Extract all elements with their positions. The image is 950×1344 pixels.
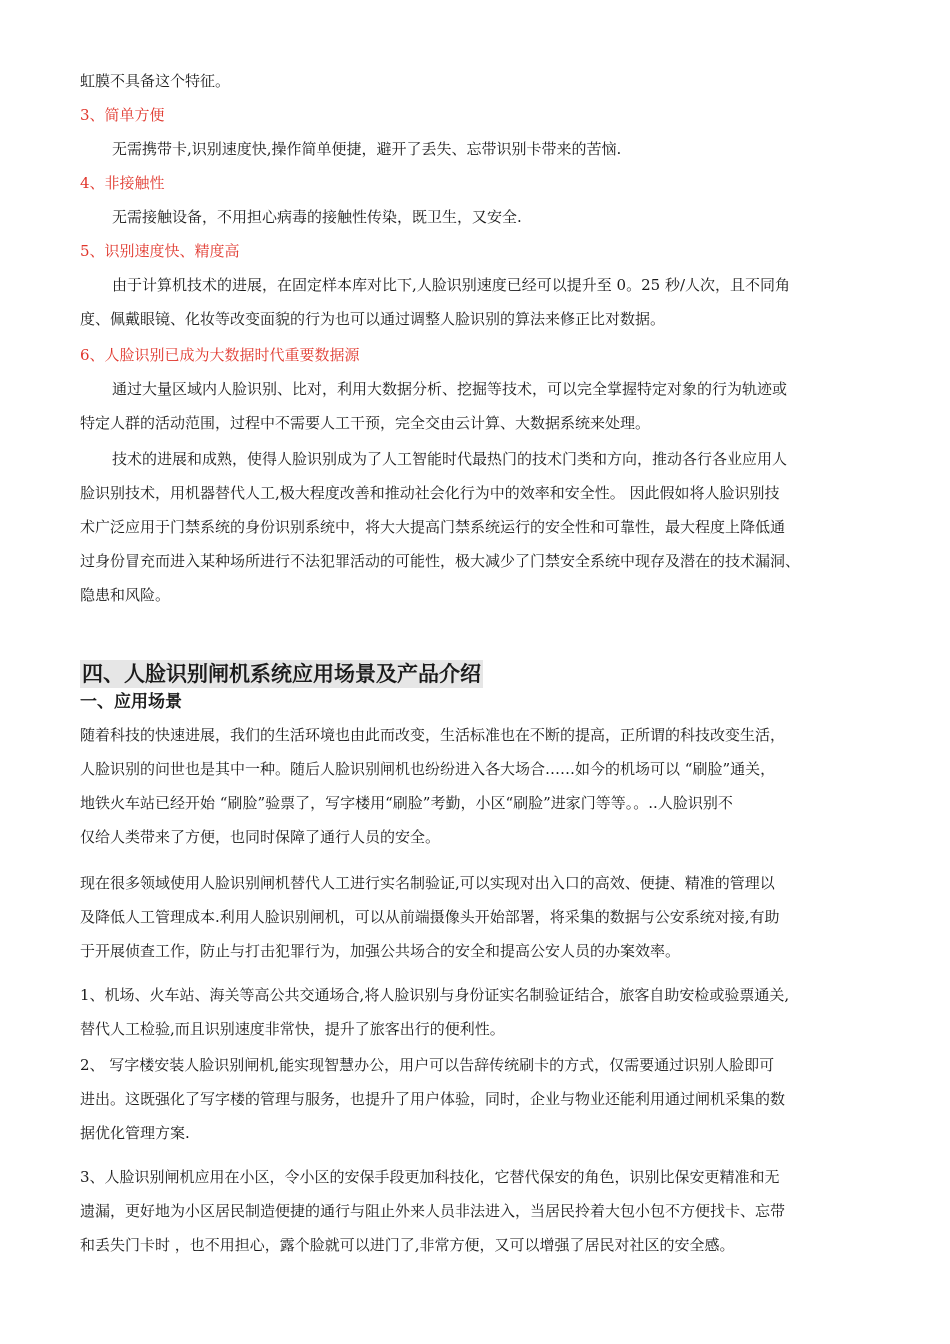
text-line: 通过大量区域内人脸识别、比对，利用大数据分析、挖掘等技术，可以完全掌握特定对象的行为轨迹或 (112, 380, 788, 398)
text-line: 仅给人类带来了方便，也同时保障了通行人员的安全。 (80, 828, 441, 846)
text-line: 替代人工检验,而且识别速度非常快，提升了旅客出行的便利性。 (80, 1020, 505, 1038)
text-line: 随着科技的快速进展，我们的生活环境也由此而改变，生活标准也在不断的提高，正所谓的科技改变生活， (80, 726, 786, 744)
text-line: 地铁火车站已经开始 “刷脸”验票了，写字楼用“刷脸”考勤，小区“刷脸”进家门等等。。..人脸识别不 (80, 794, 733, 812)
text-line: 进出。这既强化了写字楼的管理与服务，也提升了用户体验，同时，企业与物业还能利用通过闸机采集的数 (80, 1090, 786, 1108)
paragraph-simple (80, 132, 912, 166)
list-item-office (80, 1048, 880, 1150)
paragraph-technology (80, 442, 880, 612)
heading-4-contactless (80, 166, 880, 200)
text-line: 1、机场、火车站、海关等高公共交通场合,将人脸识别与身份证实名制验证结合，旅客自助安检或验票通关, (80, 986, 790, 1004)
text-line: 2、 写字楼安装人脸识别闸机,能实现智慧办公，用户可以告辞传统刷卡的方式，仅需要通过识别人脸即可 (80, 1056, 775, 1074)
intro-paragraph (80, 64, 880, 98)
text-line: 据优化管理方案. (80, 1124, 190, 1142)
heading-6-bigdata (80, 338, 880, 372)
text-line: 及降低人工管理成本.利用人脸识别闸机，可以从前端摄像头开始部署，将采集的数据与公安系统对接,有助 (80, 908, 780, 926)
paragraph-speed (80, 268, 880, 336)
text-line: 3、人脸识别闸机应用在小区，令小区的安保手段更加科技化，它替代保安的角色，识别比保安更精准和无 (80, 1168, 780, 1186)
heading-text: 3、简单方便 (80, 106, 165, 124)
text-line: 度、佩戴眼镜、化妆等改变面貌的行为也可以通过调整人脸识别的算法来修正比对数据。 (80, 310, 666, 328)
text-line: 现在很多领域使用人脸识别闸机替代人工进行实名制验证,可以实现对出入口的高效、便捷、精准的管理以 (80, 874, 775, 892)
paragraph-realname (80, 866, 880, 968)
text-line: 由于计算机技术的进展，在固定样本库对比下,人脸识别速度已经可以提升至 0。25 秒/人次，且不同角 (112, 276, 790, 294)
text-line: 和丢失门卡时 ，也不用担心，露个脸就可以进门了,非常方便，又可以增强了居民对社区的安全感。 (80, 1236, 735, 1254)
text-line: 隐患和风险。 (80, 586, 171, 604)
text-line: 无需接触设备，不用担心病毒的接触性传染，既卫生，又安全. (112, 208, 522, 226)
heading-text: 6、人脸识别已成为大数据时代重要数据源 (80, 346, 360, 364)
text-line: 虹膜不具备这个特征。 (80, 72, 231, 90)
paragraph-bigdata (80, 372, 880, 440)
heading-text: 4、非接触性 (80, 174, 165, 192)
text-line: 无需携带卡,识别速度快,操作简单便捷，避开了丢失、忘带识别卡带来的苦恼. (112, 140, 622, 158)
list-item-community (80, 1160, 880, 1262)
text-line: 过身份冒充而进入某种场所进行不法犯罪活动的可能性，极大减少了门禁安全系统中现存及潜在的技术漏洞、 (80, 552, 801, 570)
paragraph-contactless (80, 200, 912, 234)
text-line: 人脸识别的问世也是其中一种。随后人脸识别闸机也纷纷进入各大场合……如今的机场可以 “刷脸”通关， (80, 760, 776, 778)
subsection-title: 一、应用场景 (80, 692, 182, 712)
heading-5-speed (80, 234, 880, 268)
list-item-airport (80, 978, 880, 1046)
heading-text: 5、识别速度快、精度高 (80, 242, 240, 260)
heading-3-simple (80, 98, 880, 132)
paragraph-scenarios-intro (80, 718, 880, 854)
text-line: 遗漏，更好地为小区居民制造便捷的通行与阻止外来人员非法进入，当居民拎着大包小包不方便找卡、忘带 (80, 1202, 786, 1220)
text-line: 脸识别技术，用机器替代人工,极大程度改善和推动社会化行为中的效率和安全性。 因此假如将人脸识别技 (80, 484, 780, 502)
text-line: 技术的进展和成熟，使得人脸识别成为了人工智能时代最热门的技术门类和方向，推动各行各业应用人 (112, 450, 788, 468)
text-line: 于开展侦查工作，防止与打击犯罪行为，加强公共场合的安全和提高公安人员的办案效率。 (80, 942, 681, 960)
section-title: 四、人脸识别闸机系统应用场景及产品介绍 (82, 662, 481, 686)
text-line: 术广泛应用于门禁系统的身份识别系统中，将大大提高门禁系统运行的安全性和可靠性，最大程度上降低通 (80, 518, 786, 536)
text-line: 特定人群的活动范围，过程中不需要人工干预，完全交由云计算、大数据系统来处理。 (80, 414, 651, 432)
